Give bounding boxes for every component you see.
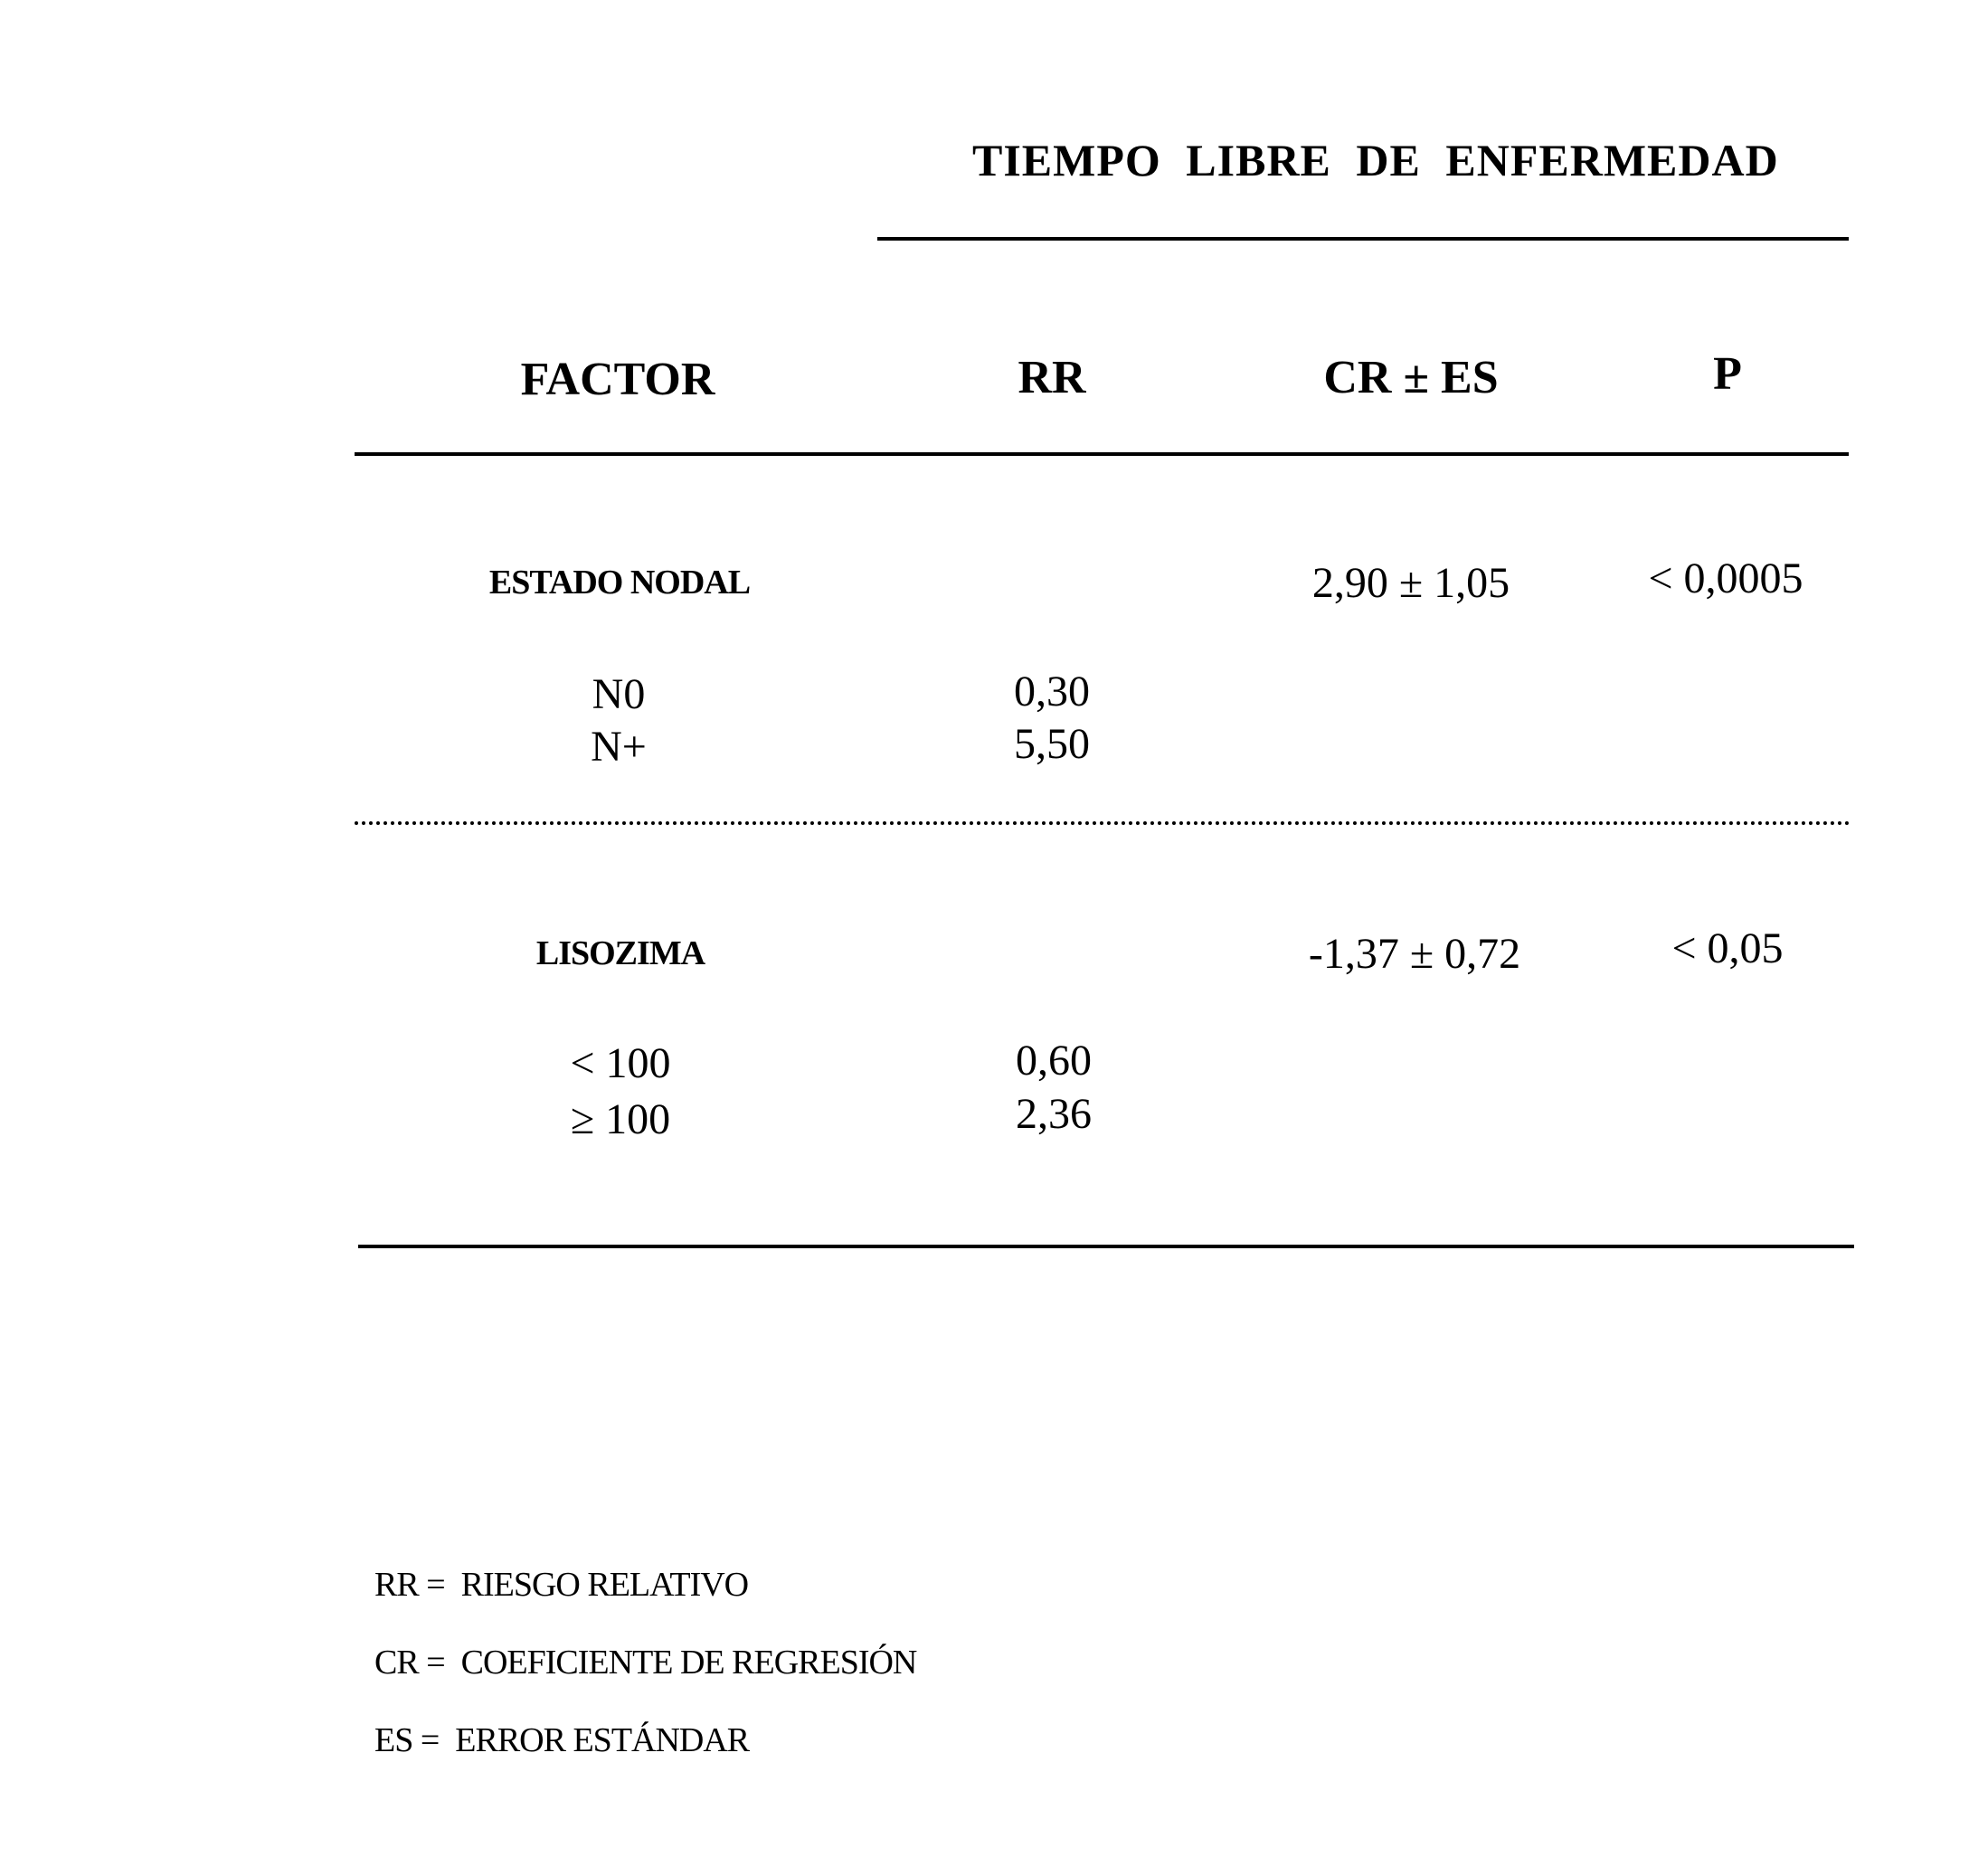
title-underline xyxy=(877,237,1849,241)
rr-lt-100: 0,60 xyxy=(1016,1037,1092,1085)
column-header-factor: FACTOR xyxy=(520,354,715,405)
legend-value: RIESGO RELATIVO xyxy=(460,1566,749,1604)
table-title: TIEMPO LIBRE DE ENFERMEDAD xyxy=(972,135,1779,185)
column-header-rr: RR xyxy=(1018,352,1086,403)
p-value-lisozima: < 0,05 xyxy=(1671,924,1784,972)
legend-item-cr xyxy=(374,1643,916,1682)
factor-lt-100: < 100 xyxy=(570,1039,671,1087)
factor-n0: N0 xyxy=(592,670,646,718)
legend-key: ES = xyxy=(374,1721,440,1759)
group-separator-rule xyxy=(355,821,1851,825)
legend-item-es xyxy=(374,1720,749,1760)
cr-es-estado-nodal: 2,90 ± 1,05 xyxy=(1311,559,1510,607)
rr-n0: 0,30 xyxy=(1014,668,1090,715)
table-bottom-rule xyxy=(358,1245,1854,1248)
rr-n-plus: 5,50 xyxy=(1014,720,1090,768)
legend-item-rr xyxy=(374,1565,748,1605)
group-label-lisozima: LISOZIMA xyxy=(535,934,705,972)
header-rule xyxy=(355,452,1849,456)
factor-ge-100: ≥ 100 xyxy=(570,1095,671,1143)
column-header-cr-es: CR ± ES xyxy=(1323,352,1499,403)
legend-value: ERROR ESTÁNDAR xyxy=(455,1721,750,1759)
legend-key: RR = xyxy=(374,1566,445,1604)
cr-es-lisozima: -1,37 ± 0,72 xyxy=(1308,930,1521,978)
legend-value: COEFICIENTE DE REGRESIÓN xyxy=(460,1644,917,1682)
legend-key: CR = xyxy=(374,1644,445,1682)
factor-n-plus: N+ xyxy=(591,723,647,771)
p-value-estado-nodal: < 0,0005 xyxy=(1648,554,1803,602)
group-label-estado-nodal: ESTADO NODAL xyxy=(488,564,751,602)
rr-ge-100: 2,36 xyxy=(1016,1090,1092,1138)
column-header-p: P xyxy=(1713,348,1742,400)
